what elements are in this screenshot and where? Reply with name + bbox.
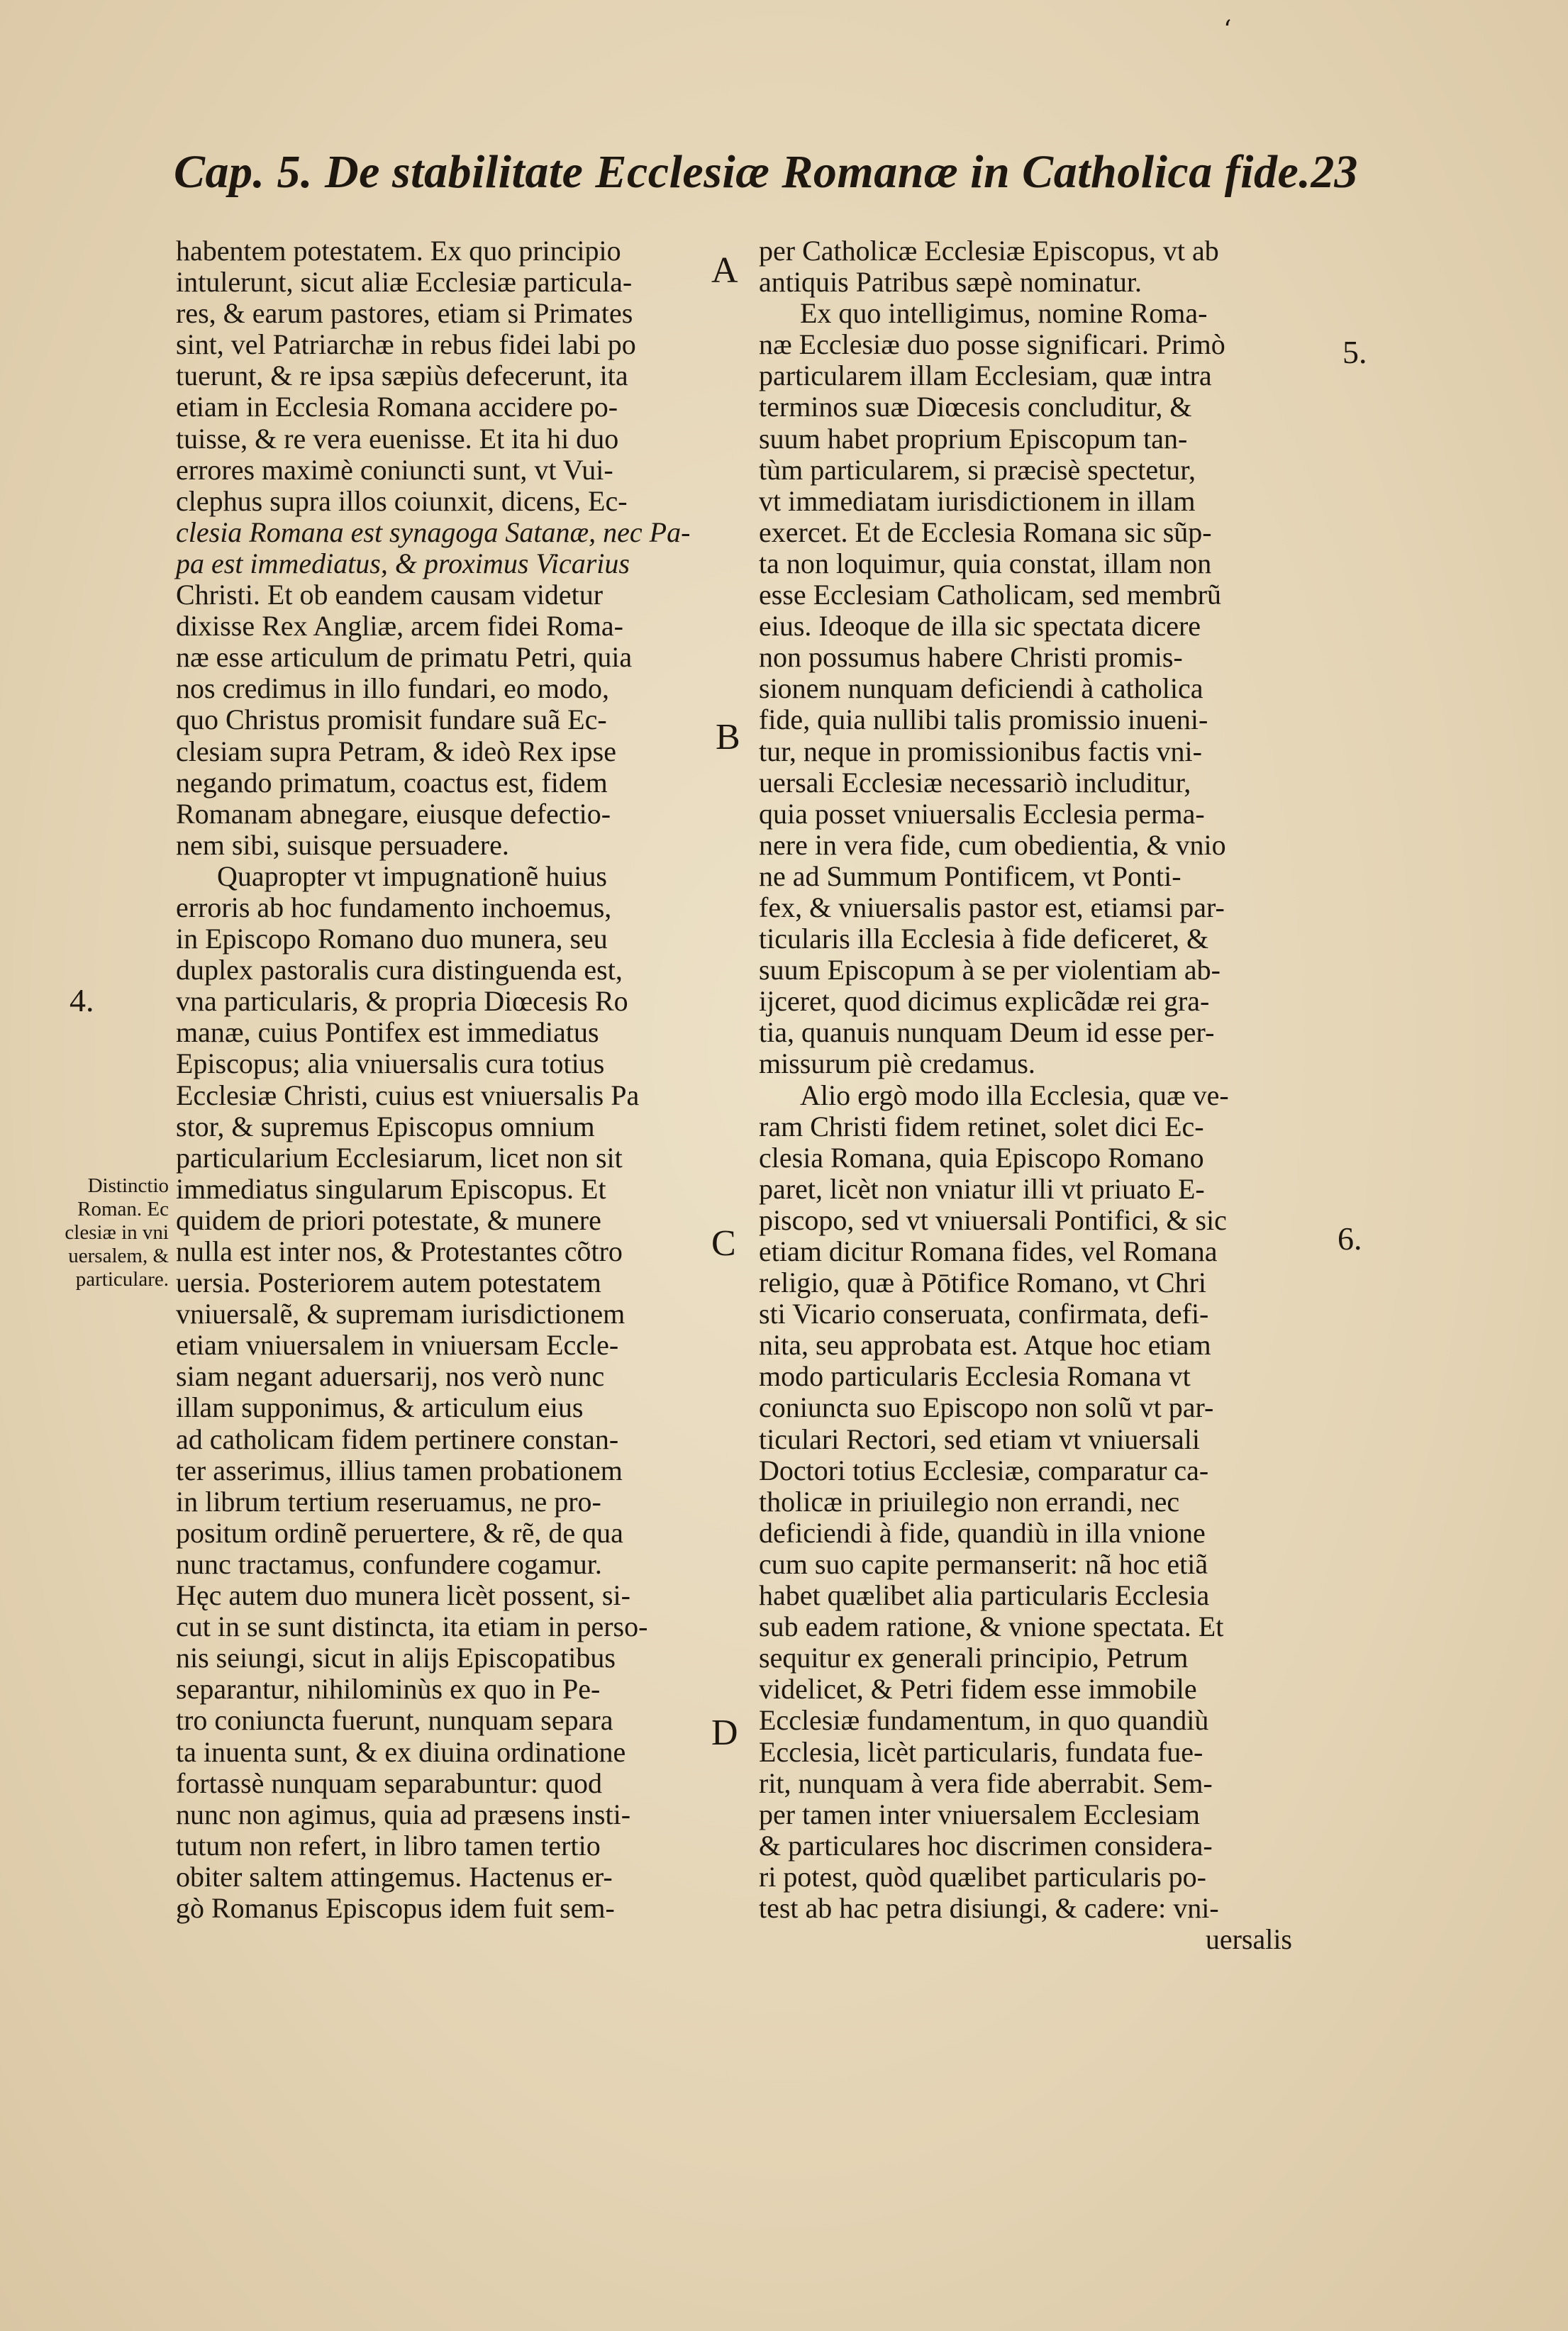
text-line: vniuersalẽ, & supremam iurisdictionem <box>176 1298 625 1330</box>
text-line: sionem nunquam deficiendi à catholica <box>759 672 1203 705</box>
text-line: eius. Ideoque de illa sic spectata dicere <box>759 610 1201 642</box>
text-line: per tamen inter vniuersalem Ecclesiam <box>759 1798 1200 1830</box>
text-line: Quapropter vt impugnationẽ huius <box>217 859 607 892</box>
text-line: rit, nunquam à vera fide aberrabit. Sem- <box>759 1767 1213 1799</box>
left-column <box>176 235 694 1924</box>
text-line: tuerunt, & re ipsa sæpiùs defecerunt, ita <box>176 360 628 392</box>
text-line: ram Christi fidem retinet, solet dici Ec- <box>759 1110 1204 1142</box>
text-line: vt immediatam iurisdictionem in illam <box>759 484 1196 517</box>
text-line: etiam dicitur Romana fides, vel Romana <box>759 1235 1218 1267</box>
text-line: piscopo, sed vt vniuersali Pontifici, & sic <box>759 1203 1227 1236</box>
text-line: in librum tertium reseruamus, ne pro- <box>176 1485 601 1518</box>
text-line: immediatus singularum Episcopus. Et <box>176 1172 606 1205</box>
text-line: Ecclesiæ Christi, cuius est vniuersalis Pa <box>176 1079 640 1111</box>
text-line: tutum non refert, in libro tamen tertio <box>176 1829 601 1862</box>
text-line: intulerunt, sicut aliæ Ecclesiæ particula- <box>176 266 633 299</box>
text-line: clephus supra illos coiunxit, dicens, Ec- <box>176 484 628 517</box>
text-line: stor, & supremus Episcopus omnium <box>176 1110 595 1142</box>
text-line: nos credimus in illo fundari, eo modo, <box>176 672 610 705</box>
text-line: fide, quia nullibi talis promissio inueni- <box>759 703 1208 736</box>
text-line: clesia Romana, quia Episcopo Romano <box>759 1141 1204 1174</box>
text-line: cum suo capite permanserit: nã hoc etiã <box>759 1547 1208 1580</box>
text-line: illam supponimus, & articulum eius <box>176 1391 584 1424</box>
text-line: nis seiungi, sicut in alijs Episcopatibus <box>176 1642 616 1674</box>
side-marker-c: C <box>711 1223 736 1264</box>
text-line: missurum piè credamus. <box>759 1047 1035 1080</box>
text-line: næ Ecclesiæ duo posse significari. Primò <box>759 328 1225 361</box>
margin-note-line: Distinctio <box>87 1174 169 1197</box>
text-line: ter asserimus, illius tamen probationem <box>176 1454 623 1486</box>
text-line: nere in vera fide, cum obedientia, & vnio <box>759 828 1226 861</box>
text-line: Ex quo intelligimus, nomine Roma- <box>800 297 1208 330</box>
text-line: exercet. Et de Ecclesia Romana sic sũp- <box>759 516 1212 548</box>
text-line: nulla est inter nos, & Protestantes cõtro <box>176 1235 623 1267</box>
catchword: uersalis <box>1205 1923 1292 1956</box>
text-line: tùm particularem, si præcisè spectetur, <box>759 453 1196 486</box>
text-line: siam negant aduersarij, nos verò nunc <box>176 1360 605 1393</box>
text-line: nita, seu approbata est. Atque hoc etiam <box>759 1329 1211 1362</box>
text-line: etiam vniuersalem in vniuersam Eccle- <box>176 1329 619 1362</box>
margin-note-line: Roman. Ec <box>77 1198 169 1220</box>
text-line: tholicæ in priuilegio non errandi, nec <box>759 1485 1180 1518</box>
text-line: videlicet, & Petri fidem esse immobile <box>759 1673 1197 1706</box>
margin-note-line: uersalem, & <box>68 1245 169 1267</box>
text-line: suum Episcopum à se per violentiam ab- <box>759 954 1221 986</box>
text-line: gò Romanus Episcopus idem fuit sem- <box>176 1891 615 1924</box>
text-line: obiter saltem attingemus. Hactenus er- <box>176 1860 613 1893</box>
text-line: næ esse articulum de primatu Petri, quia <box>176 641 633 674</box>
margin-note-line: clesiæ in vni <box>65 1221 169 1244</box>
text-line: & particulares hoc discrimen considera- <box>759 1829 1213 1862</box>
page-header <box>174 145 1358 216</box>
text-line: modo particularis Ecclesia Romana vt <box>759 1360 1191 1393</box>
text-line: uersia. Posteriorem autem potestatem <box>176 1267 601 1299</box>
text-line: quidem de priori potestate, & munere <box>176 1203 601 1236</box>
text-line: negando primatum, coactus est, fidem <box>176 766 608 799</box>
text-line: fortassè nunquam separabuntur: quod <box>176 1767 602 1799</box>
text-line: in Episcopo Romano duo munera, seu <box>176 923 608 955</box>
text-line: ijceret, quod dicimus explicãdæ rei gra- <box>759 985 1210 1018</box>
text-line: paret, licèt non vniatur illi vt priuato E- <box>759 1172 1205 1205</box>
section-number-5: 5. <box>1342 334 1367 370</box>
text-line: nunc tractamus, confundere cogamur. <box>176 1547 602 1580</box>
text-line: vna particularis, & propria Diœcesis Ro <box>176 985 628 1018</box>
text-line: duplex pastoralis cura distinguenda est, <box>176 954 623 986</box>
text-line: pa est immediatus, & proximus Vicarius <box>176 547 630 579</box>
text-line: sub eadem ratione, & vnione spectata. Et <box>759 1610 1224 1643</box>
text-line: tia, quanuis nunquam Deum id esse per- <box>759 1016 1215 1049</box>
text-line: ta inuenta sunt, & ex diuina ordinatione <box>176 1735 626 1768</box>
text-line: per Catholicæ Ecclesiæ Episcopus, vt ab <box>759 235 1219 267</box>
text-line: deficiendi à fide, quandiù in illa vnione <box>759 1516 1206 1549</box>
text-line: suum habet proprium Episcopum tan- <box>759 422 1188 455</box>
text-line: etiam in Ecclesia Romana accidere po- <box>176 391 618 423</box>
side-marker-d: D <box>711 1713 738 1753</box>
text-line: res, & earum pastores, etiam si Primates <box>176 297 633 330</box>
text-line: sequitur ex generali principio, Petrum <box>759 1642 1189 1674</box>
text-line: particularem illam Ecclesiam, quæ intra <box>759 360 1212 392</box>
page-number: 23 <box>1311 146 1358 198</box>
margin-note-line: particulare. <box>75 1268 169 1291</box>
text-line: ticularis illa Ecclesia à fide deficeret, & <box>759 923 1209 955</box>
text-line: errores maximè coniuncti sunt, vt Vui- <box>176 453 613 486</box>
text-line: ad catholicam fidem pertinere constan- <box>176 1423 619 1455</box>
text-line: test ab hac petra disiungi, & cadere: vni- <box>759 1891 1219 1924</box>
text-line: Ecclesia, licèt particularis, fundata fue- <box>759 1735 1203 1768</box>
text-line: quo Christus promisit fundare suã Ec- <box>176 703 607 736</box>
text-line: sti Vicario conseruata, confirmata, defi- <box>759 1298 1209 1330</box>
text-line: clesiam supra Petram, & ideò Rex ipse <box>176 735 616 767</box>
text-line: manæ, cuius Pontifex est immediatus <box>176 1016 599 1049</box>
text-line: uersali Ecclesiæ necessariò includitur, <box>759 766 1191 799</box>
text-line: Hęc autem duo munera licèt possent, si- <box>176 1579 630 1612</box>
text-line: tuisse, & re vera euenisse. Et ita hi duo <box>176 422 619 455</box>
top-mark: ‘ <box>1223 16 1232 45</box>
text-line: ne ad Summum Pontificem, vt Ponti- <box>759 859 1181 892</box>
text-line: particularium Ecclesiarum, licet non sit <box>176 1141 623 1174</box>
text-line: Ecclesiæ fundamentum, in quo quandiù <box>759 1704 1209 1737</box>
side-marker-a: A <box>711 250 738 291</box>
text-line: Romanam abnegare, eiusque defectio- <box>176 797 611 830</box>
section-number-6: 6. <box>1338 1220 1362 1257</box>
text-line: esse Ecclesiam Catholicam, sed membrũ <box>759 579 1222 611</box>
text-line: habentem potestatem. Ex quo principio <box>176 235 621 267</box>
text-line: clesia Romana est synagoga Satanæ, nec Pa- <box>176 516 691 548</box>
text-line: ticulari Rectori, sed etiam vt vniuersali <box>759 1423 1201 1455</box>
section-number-4: 4. <box>69 982 94 1018</box>
text-line: habet quælibet alia particularis Ecclesia <box>759 1579 1210 1612</box>
text-line: Christi. Et ob eandem causam videtur <box>176 579 604 611</box>
text-line: cut in se sunt distincta, ita etiam in perso- <box>176 1610 648 1643</box>
text-line: nunc non agimus, quia ad præsens insti- <box>176 1798 631 1830</box>
text-line: Doctori totius Ecclesiæ, comparatur ca- <box>759 1454 1209 1486</box>
text-line: erroris ab hoc fundamento inchoemus, <box>176 891 612 923</box>
text-line: Episcopus; alia vniuersalis cura totius <box>176 1047 605 1080</box>
text-line: separantur, nihilominùs ex quo in Pe- <box>176 1673 601 1706</box>
text-line: non possumus habere Christi promis- <box>759 641 1183 674</box>
text-line: religio, quæ à Pōtifice Romano, vt Chri <box>759 1267 1207 1299</box>
text-line: antiquis Patribus sæpè nominatur. <box>759 266 1142 299</box>
running-title: Cap. 5. De stabilitate Ecclesiæ Romanæ in Catholica fide. <box>174 146 1311 198</box>
text-line: ri potest, quòd quælibet particularis po- <box>759 1860 1206 1893</box>
side-marker-b: B <box>716 717 740 757</box>
text-line: sint, vel Patriarchæ in rebus fidei labi po <box>176 328 636 361</box>
right-column <box>759 235 1292 1955</box>
text-line: nem sibi, suisque persuadere. <box>176 828 509 861</box>
text-line: positum ordinẽ peruertere, & rẽ, de qua <box>176 1516 623 1549</box>
margin-note <box>20 1174 169 1291</box>
text-line: fex, & vniuersalis pastor est, etiamsi par- <box>759 891 1225 923</box>
text-line: dixisse Rex Angliæ, arcem fidei Roma- <box>176 610 623 642</box>
text-line: Alio ergò modo illa Ecclesia, quæ ve- <box>800 1079 1229 1111</box>
text-line: quia posset vniuersalis Ecclesia perma- <box>759 797 1205 830</box>
text-line: tur, neque in promissionibus factis vni- <box>759 735 1202 767</box>
text-line: ta non loquimur, quia constat, illam non <box>759 547 1212 579</box>
text-line: coniuncta suo Episcopo non solũ vt par- <box>759 1391 1214 1424</box>
text-line: tro coniuncta fuerunt, nunquam separa <box>176 1704 613 1737</box>
text-line: terminos suæ Diœcesis concluditur, & <box>759 391 1192 423</box>
